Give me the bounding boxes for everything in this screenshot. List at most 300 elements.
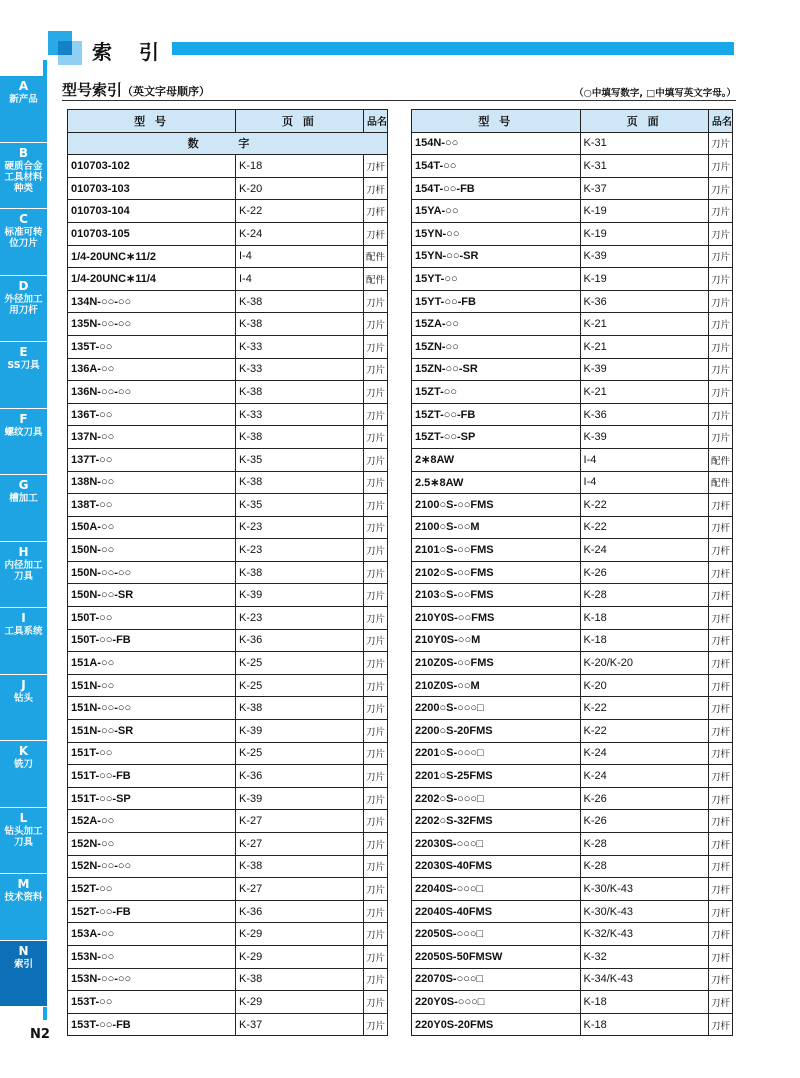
name-cell: 刀片 (364, 426, 388, 449)
page-cell: K-29 (236, 945, 364, 968)
page-cell: K-29 (236, 991, 364, 1014)
page-cell: K-36 (236, 765, 364, 788)
table-row (68, 177, 388, 200)
name-cell: 刀杆 (708, 1013, 732, 1036)
sidebar-tab-e[interactable] (0, 342, 47, 409)
sidebar-tab-letter: G (18, 478, 29, 492)
header-logo-squares (48, 31, 82, 65)
table-row (412, 945, 733, 968)
model-cell: 136N-○○-○○ (68, 381, 236, 404)
sidebar-tab-label: 技术资料 (4, 892, 43, 903)
table-row (68, 335, 388, 358)
page-number: N2 (30, 1027, 50, 1042)
sidebar-footer (0, 1013, 43, 1078)
sidebar-tab-a[interactable] (0, 76, 47, 143)
sidebar-tab-g[interactable] (0, 475, 47, 542)
model-cell: 22030S-40FMS (412, 855, 581, 878)
sidebar-tab-letter: D (18, 278, 29, 293)
page-cell: K-32 (580, 945, 708, 968)
section-subtitle: （英文字母顺序） (122, 85, 211, 98)
name-cell: 刀杆 (708, 968, 732, 991)
page-cell: K-26 (580, 787, 708, 810)
sidebar-tab-letter: L (19, 810, 28, 825)
name-cell: 刀杆 (364, 200, 388, 223)
page-cell: K-18 (580, 607, 708, 630)
column-header-page: 页 面 (236, 110, 364, 133)
name-cell: 刀片 (364, 290, 388, 313)
table-row (68, 787, 388, 810)
index-table-left (67, 109, 388, 1036)
name-cell: 刀片 (364, 697, 388, 720)
name-cell: 刀片 (364, 742, 388, 765)
model-cell: 210Y0S-○○M (412, 629, 581, 652)
name-cell: 刀杆 (364, 155, 388, 178)
table-row (68, 561, 388, 584)
model-cell: 2201○S-25FMS (412, 765, 581, 788)
sidebar-tab-letter: A (18, 79, 29, 93)
name-cell: 配件 (708, 448, 732, 471)
name-cell: 刀杆 (708, 720, 732, 743)
name-cell: 刀片 (708, 426, 732, 449)
model-cell: 15ZN-○○-SR (412, 358, 581, 381)
page-cell: K-27 (236, 810, 364, 833)
name-cell: 刀杆 (708, 900, 732, 923)
table-row (68, 358, 388, 381)
sidebar-tab-label: 钻头加工刀具 (4, 825, 43, 848)
name-cell: 刀杆 (708, 878, 732, 901)
page-cell: K-28 (580, 855, 708, 878)
page-cell: K-35 (236, 494, 364, 517)
table-row (68, 833, 388, 856)
table-row (68, 290, 388, 313)
table-row (412, 381, 733, 404)
sidebar-tab-letter: N (18, 943, 29, 958)
name-cell: 刀片 (364, 607, 388, 630)
sidebar-tab-m[interactable] (0, 874, 47, 941)
name-cell: 刀片 (364, 991, 388, 1014)
model-cell: 15ZN-○○ (412, 335, 581, 358)
model-cell: 154N-○○ (412, 132, 581, 155)
table-row (68, 810, 388, 833)
table-row (68, 155, 388, 178)
sidebar-tab-c[interactable] (0, 209, 47, 276)
table-row (412, 833, 733, 856)
sidebar-tab-letter: E (19, 345, 28, 359)
name-cell: 刀片 (364, 403, 388, 426)
table-row (68, 878, 388, 901)
name-cell: 刀片 (364, 629, 388, 652)
section-title-main: 型号索引 (62, 81, 123, 99)
table-row (412, 629, 733, 652)
table-row (412, 1013, 733, 1036)
table-row (68, 268, 388, 291)
model-cell: 010703-103 (68, 177, 236, 200)
sidebar-tab-i[interactable] (0, 608, 47, 675)
table-row (68, 629, 388, 652)
column-header-page: 页 面 (580, 110, 708, 133)
page-cell: K-20 (580, 674, 708, 697)
table-row (412, 561, 733, 584)
model-cell: 15ZA-○○ (412, 313, 581, 336)
page-cell: K-19 (580, 268, 708, 291)
name-cell: 刀杆 (708, 494, 732, 517)
name-cell: 刀片 (364, 561, 388, 584)
model-cell: 210Z0S-○○M (412, 674, 581, 697)
model-cell: 150T-○○-FB (68, 629, 236, 652)
sidebar-tab-label: 内径加工刀具 (4, 559, 43, 582)
model-cell: 151N-○○-SR (68, 720, 236, 743)
page-cell: K-28 (580, 584, 708, 607)
name-cell: 刀杆 (364, 177, 388, 200)
name-cell: 刀片 (708, 222, 732, 245)
model-cell: 010703-104 (68, 200, 236, 223)
table-row (68, 448, 388, 471)
name-cell: 刀杆 (708, 697, 732, 720)
table-row (412, 222, 733, 245)
page-cell: K-34/K-43 (580, 968, 708, 991)
model-cell: 2200○S-○○○□ (412, 697, 581, 720)
page-cell: K-33 (236, 358, 364, 381)
sidebar-tab-letter: J (21, 677, 26, 692)
model-cell: 15ZT-○○-SP (412, 426, 581, 449)
table-row (68, 245, 388, 268)
name-cell: 刀片 (708, 335, 732, 358)
table-row (412, 245, 733, 268)
name-cell: 刀片 (364, 471, 388, 494)
table-row (68, 765, 388, 788)
model-cell: 15YA-○○ (412, 200, 581, 223)
page-cell: K-24 (236, 222, 364, 245)
sidebar-tab-label: SS刀具 (7, 360, 40, 371)
page-cell: K-36 (580, 290, 708, 313)
table-row (412, 471, 733, 494)
model-cell: 135N-○○-○○ (68, 313, 236, 336)
name-cell: 刀片 (364, 833, 388, 856)
name-cell: 刀片 (364, 381, 388, 404)
name-cell: 刀片 (708, 381, 732, 404)
table-row (412, 313, 733, 336)
name-cell: 刀杆 (708, 516, 732, 539)
model-cell: 151T-○○-SP (68, 787, 236, 810)
page-cell: K-36 (236, 629, 364, 652)
table-row (412, 403, 733, 426)
sidebar-tab-label: 外径加工用刀杆 (4, 293, 43, 316)
model-cell: 15YT-○○ (412, 268, 581, 291)
page-cell: I-4 (580, 471, 708, 494)
table-row (68, 923, 388, 946)
page-cell: K-37 (236, 1013, 364, 1036)
model-cell: 150N-○○-SR (68, 584, 236, 607)
page-cell: K-35 (236, 448, 364, 471)
model-cell: 151N-○○-○○ (68, 697, 236, 720)
model-cell: 151N-○○ (68, 674, 236, 697)
sidebar-tab-label: 硬质合金工具材料种类 (4, 160, 43, 194)
table-row (412, 358, 733, 381)
page-cell: K-23 (236, 539, 364, 562)
page-cell: K-39 (236, 584, 364, 607)
table-row (412, 607, 733, 630)
name-cell: 刀片 (364, 855, 388, 878)
page-title: 索 引 (92, 40, 169, 64)
table-row (68, 742, 388, 765)
page-cell: K-36 (236, 900, 364, 923)
model-cell: 2101○S-○○FMS (412, 539, 581, 562)
table-row (412, 787, 733, 810)
model-cell: 151T-○○ (68, 742, 236, 765)
table-row (412, 268, 733, 291)
model-cell: 137N-○○ (68, 426, 236, 449)
model-cell: 2202○S-○○○□ (412, 787, 581, 810)
page-cell: K-31 (580, 132, 708, 155)
sidebar-tab-label: 螺纹刀具 (4, 426, 43, 438)
sidebar-tab-label: 标准可转位刀片 (4, 227, 43, 249)
name-cell: 刀片 (364, 652, 388, 675)
page-cell: K-38 (236, 313, 364, 336)
table-row (412, 900, 733, 923)
page-cell: K-38 (236, 471, 364, 494)
model-cell: 15YN-○○-SR (412, 245, 581, 268)
name-cell: 刀片 (364, 335, 388, 358)
model-cell: 151A-○○ (68, 652, 236, 675)
table-row (68, 471, 388, 494)
page-cell: I-4 (580, 448, 708, 471)
model-cell: 153T-○○-FB (68, 1013, 236, 1036)
page-cell: I-4 (236, 245, 364, 268)
table-row (68, 720, 388, 743)
model-cell: 134N-○○-○○ (68, 290, 236, 313)
model-cell: 1/4-20UNC∗11/4 (68, 268, 236, 291)
name-cell: 刀片 (708, 313, 732, 336)
model-cell: 153A-○○ (68, 923, 236, 946)
table-row (412, 200, 733, 223)
model-cell: 136T-○○ (68, 403, 236, 426)
table-row (68, 968, 388, 991)
model-cell: 15YT-○○-FB (412, 290, 581, 313)
page-cell: K-39 (580, 245, 708, 268)
page-cell: K-25 (236, 742, 364, 765)
sidebar-tab-f[interactable] (0, 409, 47, 476)
page-cell: K-22 (580, 697, 708, 720)
table-row (68, 607, 388, 630)
page-cell: K-38 (236, 290, 364, 313)
table-row (68, 991, 388, 1014)
table-row (68, 539, 388, 562)
column-header-name: 品名 (364, 110, 388, 133)
model-cell: 137T-○○ (68, 448, 236, 471)
table-row (68, 1013, 388, 1036)
table-row (68, 313, 388, 336)
section-title (62, 79, 210, 100)
page-cell: K-23 (236, 607, 364, 630)
page-cell: K-23 (236, 516, 364, 539)
table-row (412, 516, 733, 539)
model-cell: 151T-○○-FB (68, 765, 236, 788)
model-cell: 15YN-○○ (412, 222, 581, 245)
page-cell: K-18 (580, 991, 708, 1014)
section-divider (62, 100, 736, 101)
page-cell: K-24 (580, 742, 708, 765)
model-cell: 138T-○○ (68, 494, 236, 517)
table-row (412, 697, 733, 720)
name-cell: 配件 (364, 268, 388, 291)
page-cell: K-24 (580, 765, 708, 788)
sidebar-tab-letter: C (19, 212, 28, 226)
name-cell: 刀片 (708, 358, 732, 381)
table-row (412, 765, 733, 788)
sidebar-tab-b[interactable] (0, 143, 47, 210)
model-cell: 150T-○○ (68, 607, 236, 630)
table-row (412, 923, 733, 946)
table-row (68, 426, 388, 449)
model-cell: 153N-○○-○○ (68, 968, 236, 991)
name-cell: 刀片 (364, 878, 388, 901)
table-row (412, 448, 733, 471)
table-row (412, 132, 733, 155)
sidebar-tab-letter: K (18, 744, 29, 758)
model-cell: 153T-○○ (68, 991, 236, 1014)
name-cell: 配件 (708, 471, 732, 494)
sidebar-tab-letter: H (18, 544, 29, 559)
model-cell: 22040S-40FMS (412, 900, 581, 923)
page-cell: K-22 (580, 516, 708, 539)
section-note: （○中填写数字, □中填写英文字母。） (574, 88, 736, 99)
table-row (412, 968, 733, 991)
table-row (412, 742, 733, 765)
model-cell: 210Y0S-○○FMS (412, 607, 581, 630)
sidebar-tab-label: 索引 (13, 958, 33, 970)
page-cell: K-32/K-43 (580, 923, 708, 946)
name-cell: 刀杆 (708, 833, 732, 856)
page-cell: K-39 (580, 426, 708, 449)
model-cell: 153N-○○ (68, 945, 236, 968)
name-cell: 刀片 (364, 968, 388, 991)
model-cell: 150N-○○-○○ (68, 561, 236, 584)
page-cell: K-18 (236, 155, 364, 178)
name-cell: 刀杆 (708, 652, 732, 675)
name-cell: 刀片 (364, 584, 388, 607)
page-cell: K-21 (580, 313, 708, 336)
column-header-model: 型 号 (68, 110, 236, 133)
model-cell: 2200○S-20FMS (412, 720, 581, 743)
header-bar (172, 42, 734, 55)
page-cell: K-38 (236, 968, 364, 991)
name-cell: 刀片 (364, 787, 388, 810)
name-cell: 刀片 (364, 539, 388, 562)
model-cell: 150A-○○ (68, 516, 236, 539)
index-table-right (411, 109, 733, 1036)
sidebar-tab-k[interactable] (0, 741, 47, 808)
model-cell: 152N-○○ (68, 833, 236, 856)
name-cell: 刀片 (708, 177, 732, 200)
model-cell: 2201○S-○○○□ (412, 742, 581, 765)
model-cell: 2102○S-○○FMS (412, 561, 581, 584)
model-cell: 210Z0S-○○FMS (412, 652, 581, 675)
name-cell: 刀杆 (708, 584, 732, 607)
table-row (412, 494, 733, 517)
table-row (412, 720, 733, 743)
page-cell: K-25 (236, 652, 364, 675)
page-cell: K-38 (236, 697, 364, 720)
sidebar-tab-l[interactable] (0, 808, 47, 875)
section-row-numbers: 数 字 (68, 132, 388, 155)
model-cell: 2100○S-○○FMS (412, 494, 581, 517)
model-cell: 152T-○○-FB (68, 900, 236, 923)
page-cell: K-21 (580, 381, 708, 404)
page-cell: K-22 (580, 720, 708, 743)
sidebar-tab-n[interactable] (0, 941, 47, 1008)
page-cell: K-36 (580, 403, 708, 426)
model-cell: 2100○S-○○M (412, 516, 581, 539)
table-row (412, 991, 733, 1014)
sidebar-tab-label: 新产品 (9, 94, 38, 105)
sidebar-tab-label: 工具系统 (4, 626, 43, 637)
name-cell: 刀杆 (708, 765, 732, 788)
table-row (412, 878, 733, 901)
model-cell: 010703-102 (68, 155, 236, 178)
name-cell: 刀片 (364, 1013, 388, 1036)
name-cell: 刀片 (364, 720, 388, 743)
column-header-name: 品名 (708, 110, 732, 133)
model-cell: 15ZT-○○ (412, 381, 581, 404)
name-cell: 刀片 (364, 516, 388, 539)
name-cell: 刀片 (708, 132, 732, 155)
page-cell: K-27 (236, 833, 364, 856)
model-cell: 1/4-20UNC∗11/2 (68, 245, 236, 268)
page-cell: K-22 (580, 494, 708, 517)
table-row (412, 539, 733, 562)
name-cell: 刀杆 (708, 607, 732, 630)
name-cell: 刀片 (364, 448, 388, 471)
model-cell: 2103○S-○○FMS (412, 584, 581, 607)
name-cell: 刀杆 (708, 855, 732, 878)
sidebar-tab-d[interactable] (0, 276, 47, 343)
name-cell: 刀片 (364, 945, 388, 968)
sidebar-tab-letter: M (17, 877, 30, 891)
name-cell: 刀片 (708, 200, 732, 223)
name-cell: 刀片 (708, 245, 732, 268)
table-row (68, 222, 388, 245)
name-cell: 刀杆 (708, 991, 732, 1014)
table-row (412, 290, 733, 313)
sidebar-tab-label: 铣刀 (13, 759, 33, 770)
name-cell: 刀片 (364, 313, 388, 336)
model-cell: 138N-○○ (68, 471, 236, 494)
name-cell: 刀片 (364, 765, 388, 788)
name-cell: 刀杆 (708, 923, 732, 946)
name-cell: 刀片 (708, 268, 732, 291)
page-cell: K-21 (580, 335, 708, 358)
page-cell: K-38 (236, 426, 364, 449)
sidebar-tab-label: 槽加工 (9, 493, 38, 504)
table-row (68, 697, 388, 720)
sidebar-tab-h[interactable] (0, 542, 47, 609)
page-cell: K-33 (236, 335, 364, 358)
name-cell: 刀片 (708, 155, 732, 178)
model-cell: 22070S-○○○□ (412, 968, 581, 991)
page-cell: K-30/K-43 (580, 878, 708, 901)
table-row (68, 945, 388, 968)
page-cell: K-38 (236, 855, 364, 878)
sidebar-tab-j[interactable] (0, 675, 47, 742)
page-cell: K-39 (236, 787, 364, 810)
model-cell: 152T-○○ (68, 878, 236, 901)
name-cell: 刀杆 (708, 629, 732, 652)
table-row (412, 335, 733, 358)
page-cell: K-39 (580, 358, 708, 381)
page-cell: K-38 (236, 381, 364, 404)
name-cell: 刀杆 (708, 561, 732, 584)
page-cell: K-31 (580, 155, 708, 178)
